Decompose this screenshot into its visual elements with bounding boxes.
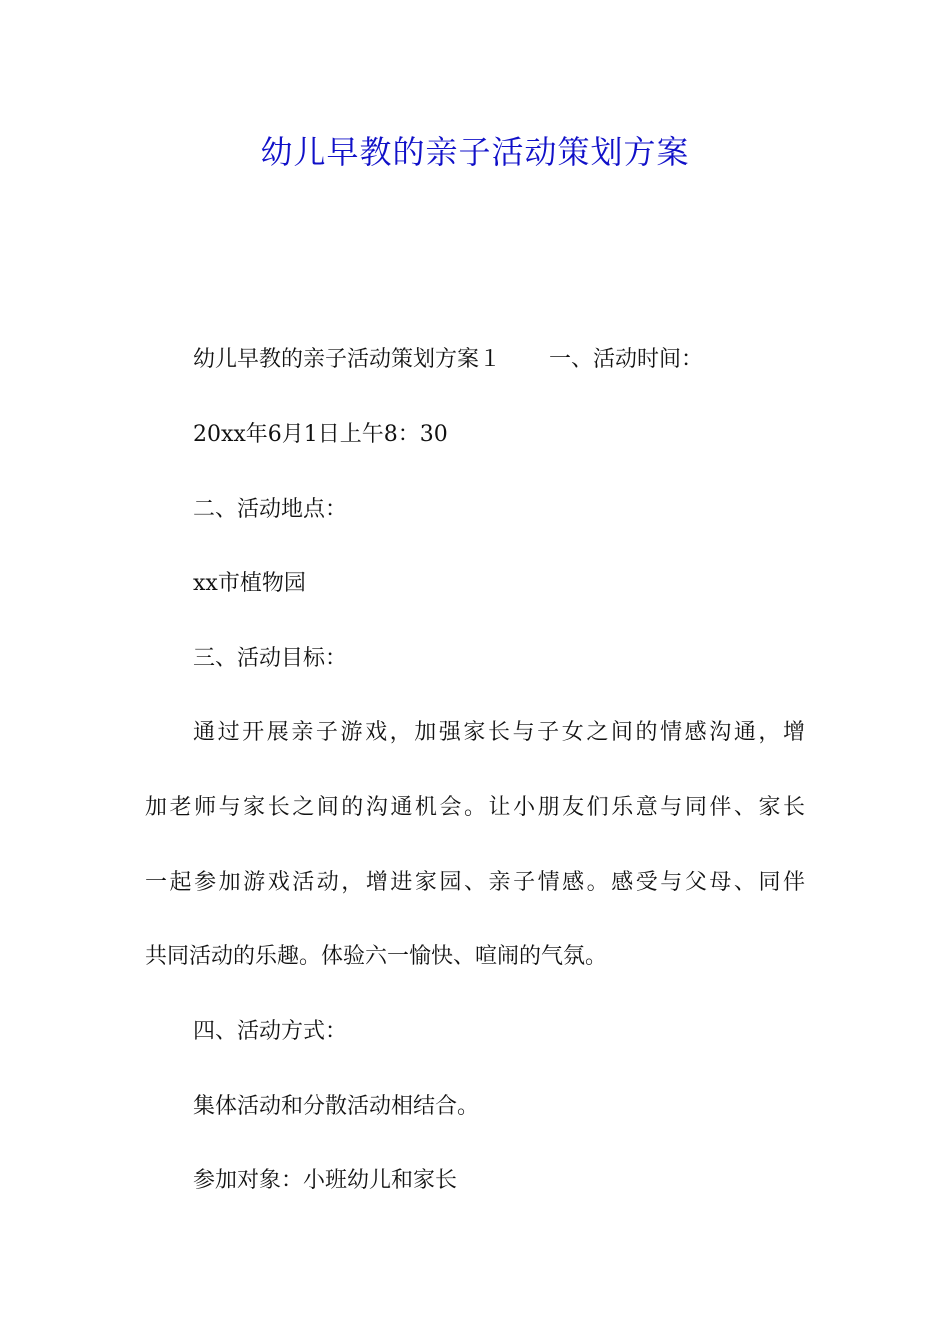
section-heading-method: 四、活动方式： <box>193 1019 348 1044</box>
document-title: 幼儿早教的亲子活动策划方案 <box>260 133 690 171</box>
section-heading-location: 二、活动地点： <box>193 497 348 522</box>
activity-location-value: xx市植物园 <box>193 571 306 596</box>
section-heading-time: 一、活动时间： <box>549 347 704 372</box>
section-heading-goals: 三、活动目标： <box>193 646 348 671</box>
activity-time-value: 20xx年6月1日上午8：30 <box>193 422 448 447</box>
plan-heading-line <box>193 345 703 375</box>
activity-method-value: 集体活动和分散活动相结合。 <box>193 1094 480 1119</box>
goals-paragraph-line-2: 加老师与家长之间的沟通机会。让小朋友们乐意与同伴、家长 <box>145 795 805 820</box>
plan-heading: 幼儿早教的亲子活动策划方案１ <box>193 347 502 372</box>
goals-paragraph-line-3: 一起参加游戏活动，增进家园、亲子情感。感受与父母、同伴 <box>145 870 805 895</box>
participants-line: 参加对象：小班幼儿和家长 <box>193 1168 458 1193</box>
goals-paragraph-line-1: 通过开展亲子游戏，加强家长与子女之间的情感沟通，增 <box>193 720 805 745</box>
goals-paragraph-line-4: 共同活动的乐趣。体验六一愉快、喧闹的气氛。 <box>145 944 608 969</box>
